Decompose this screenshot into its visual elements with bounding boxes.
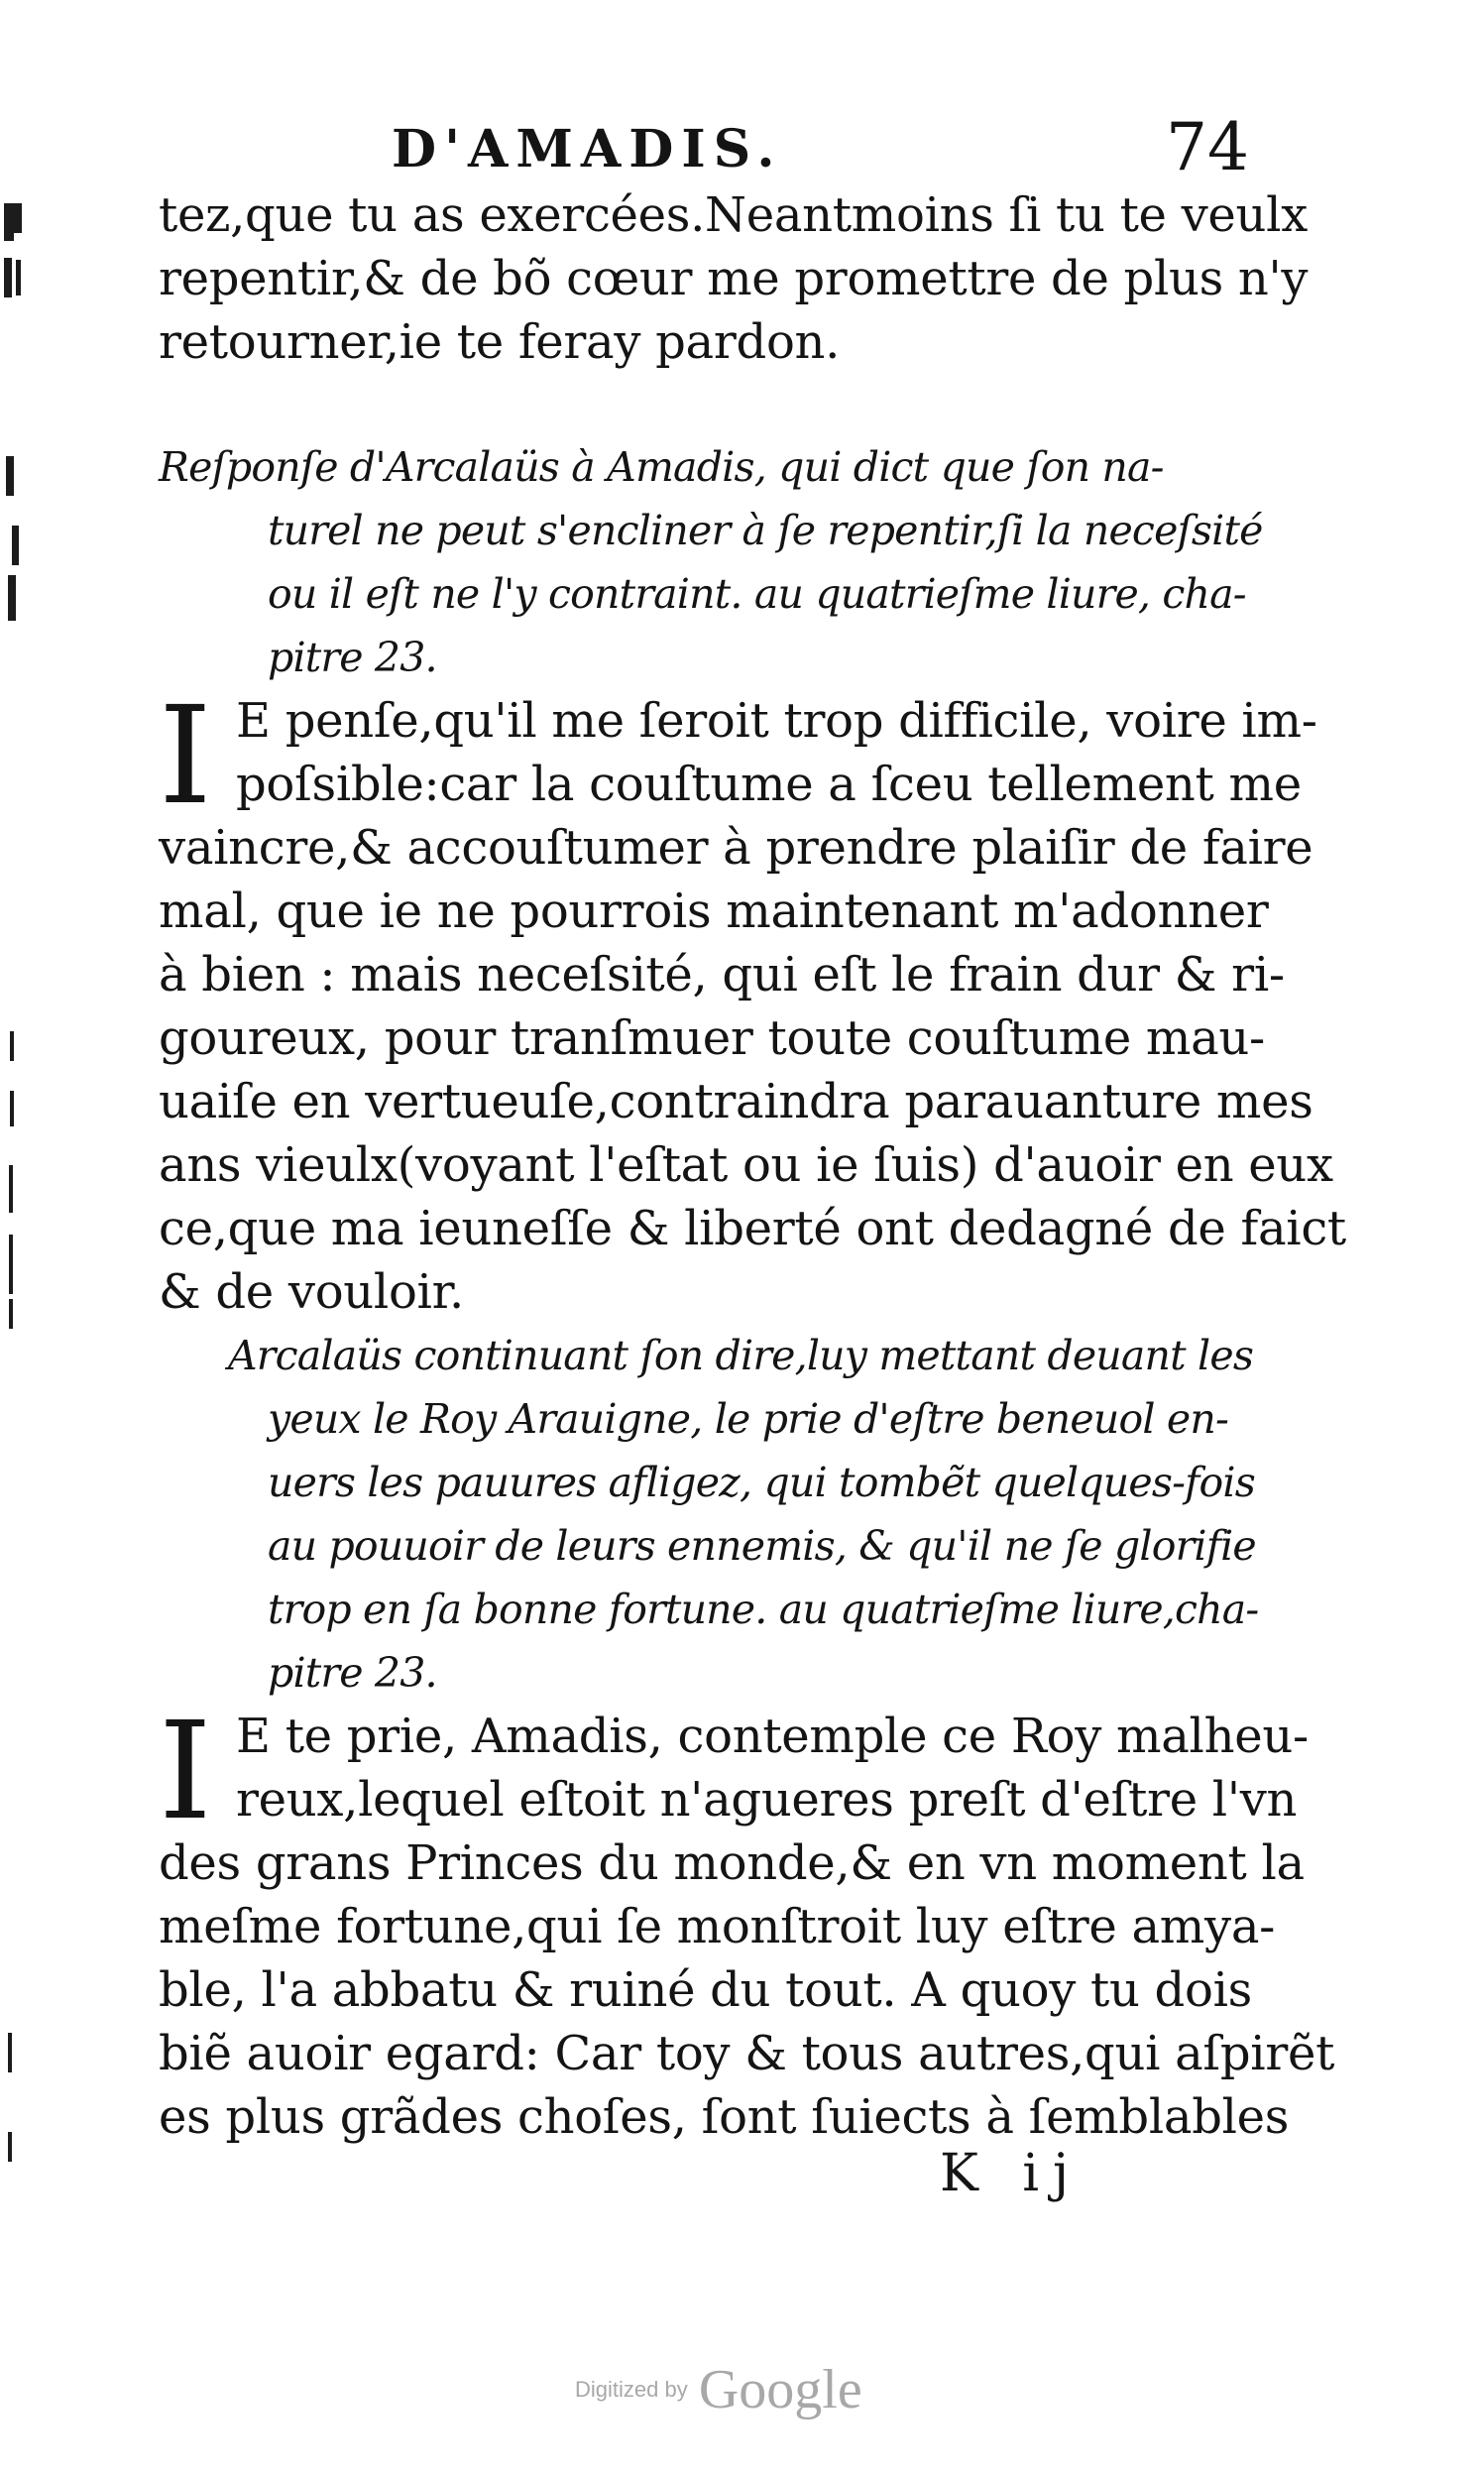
watermark-brand: Google: [698, 2359, 862, 2420]
text-line: goureux, pour tranſmuer toute couſtume mau-: [159, 1010, 1265, 1066]
heading-line: ou il eſt ne l'y contraint. au quatrieſme liure, cha-: [268, 570, 1246, 618]
section-heading: [159, 435, 1263, 689]
digitization-watermark: [575, 2358, 862, 2421]
heading-line: yeux le Roy Arauigne, le prie d'eſtre beneuol en-: [268, 1395, 1229, 1443]
drop-cap: I: [159, 678, 212, 835]
text-line: des grans Princes du monde,& en vn moment la: [159, 1835, 1305, 1891]
heading-line: turel ne peut s'encliner à ſe repentir,ſi la neceſsité: [268, 507, 1263, 554]
watermark-prefix: Digitized by: [575, 2377, 688, 2402]
text-line: E penſe,qu'il me ſeroit trop difficile, voire im-: [236, 693, 1317, 749]
section-heading: [159, 1324, 1259, 1705]
text-line: ans vieulx(voyant l'eſtat ou ie ſuis) d'auoir en eux: [159, 1137, 1333, 1193]
paragraph: [159, 1694, 1335, 2149]
heading-line: uers les pauures afligez, qui tombẽt quelques-fois: [268, 1459, 1255, 1506]
text-line: biẽ auoir egard: Car toy & tous autres,qui aſpirẽt: [159, 2026, 1335, 2081]
text-line: meſme fortune,qui ſe monſtroit luy eſtre amya-: [159, 1899, 1276, 1954]
signature-mark: K ij: [940, 2144, 1084, 2203]
heading-line: pitre 23.: [268, 1649, 437, 1697]
text-line: retourner,ie te feray pardon.: [159, 314, 841, 370]
paragraph: [159, 678, 1346, 1324]
text-continuation: [159, 183, 1309, 374]
text-line: tez,que tu as exercées.Neantmoins ſi tu te veulx: [159, 187, 1308, 243]
text-line: poſsible:car la couſtume a ſceu tellement me: [236, 757, 1302, 812]
heading-line: pitre 23.: [268, 634, 437, 681]
heading-line: Arcalaüs continuant ſon dire,luy mettant deuant les: [228, 1332, 1254, 1379]
text-line: ce,que ma ieuneſſe & liberté ont dedagné de faict: [159, 1201, 1346, 1256]
facing-page-bleed: [0, 0, 40, 2281]
text-line: uaiſe en vertueuſe,contraindra parauanture mes: [159, 1074, 1313, 1129]
text-line: vaincre,& accouſtumer à prendre plaiſir de faire: [159, 820, 1313, 876]
text-line: mal, que ie ne pourrois maintenant m'adonner: [159, 884, 1269, 939]
running-title: D'AMADIS.: [392, 119, 783, 179]
running-head: [159, 109, 1259, 188]
page-number: 74: [1166, 109, 1249, 185]
text-block: [159, 183, 1346, 2149]
text-line: à bien : mais neceſsité, qui eſt le frain dur & ri-: [159, 947, 1285, 1003]
drop-cap: I: [159, 1694, 212, 1850]
heading-line: trop en ſa bonne fortune. au quatrieſme liure,cha-: [268, 1586, 1259, 1633]
text-line: ble, l'a abbatu & ruiné du tout. A quoy tu dois: [159, 1962, 1252, 2018]
text-line: es plus grãdes choſes, ſont ſuiects à ſemblables: [159, 2089, 1290, 2145]
text-line: reux,lequel eſtoit n'agueres preſt d'eſtre l'vn: [236, 1772, 1298, 1828]
text-line: repentir,& de bõ cœur me promettre de plus n'y: [159, 251, 1309, 306]
text-line: E te prie, Amadis, contemple ce Roy malheu-: [236, 1709, 1309, 1764]
heading-line: Reſponſe d'Arcalaüs à Amadis, qui dict que ſon na-: [159, 443, 1164, 491]
text-line: & de vouloir.: [159, 1264, 464, 1320]
heading-line: au pouuoir de leurs ennemis, & qu'il ne ſe glorifie: [268, 1522, 1256, 1570]
